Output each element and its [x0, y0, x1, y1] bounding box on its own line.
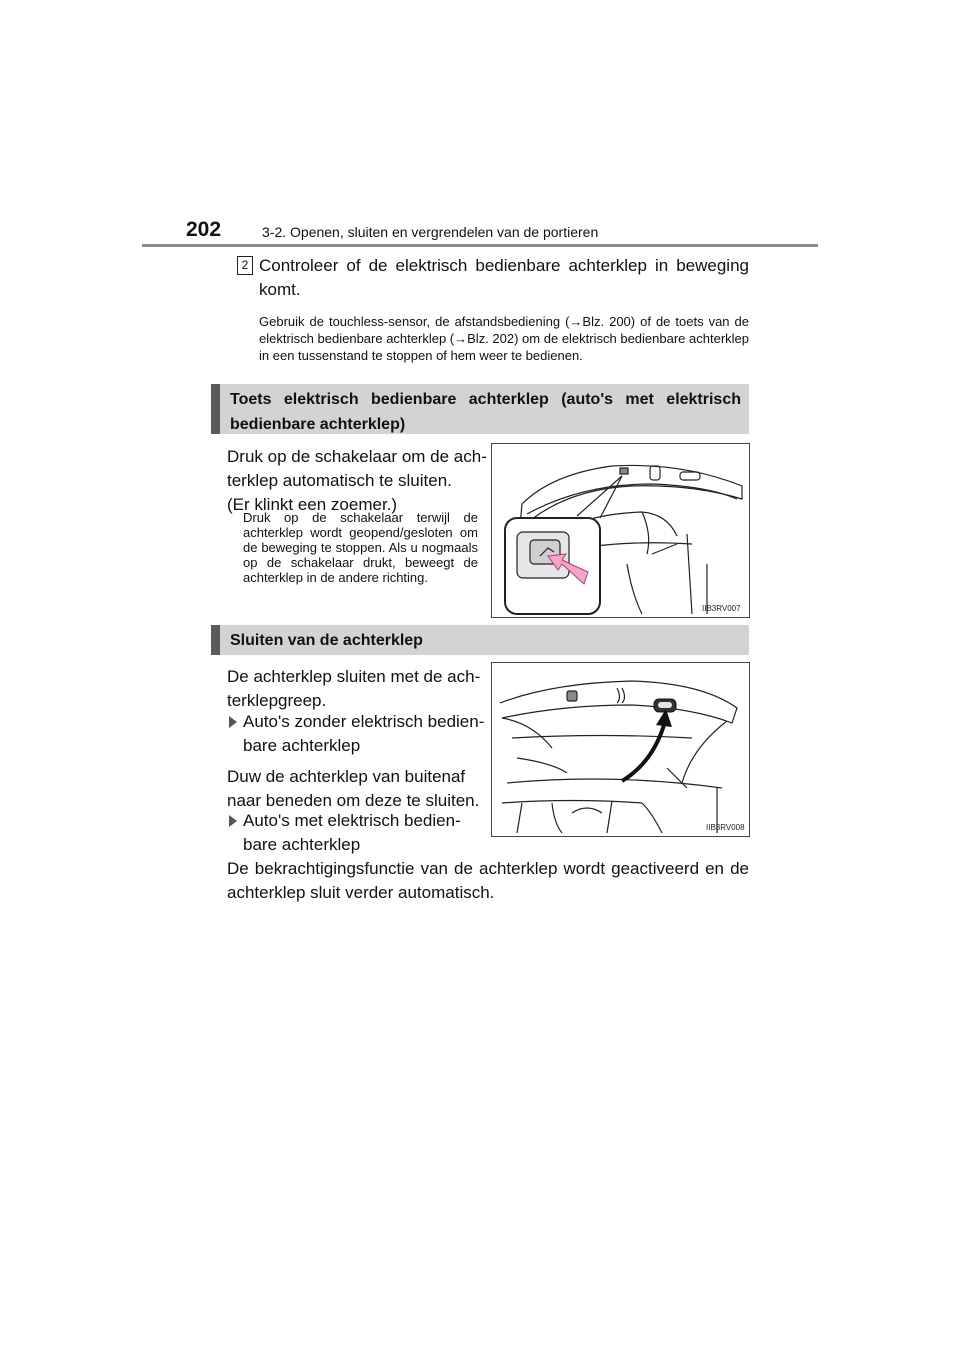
bullet-arrow-icon — [229, 716, 237, 728]
step-instruction: Controleer of de elektrisch bedienbare achterklep in beweging komt. — [259, 256, 749, 299]
section2-text2-line1: Duw de achterklep van buitenaf — [227, 767, 466, 786]
bullet2-line1: Auto's met elektrisch bedien- — [243, 811, 461, 830]
section2-final-text: De bekrachtigingsfunctie van de achterklep wordt geactiveerd en de achterklep sluit verder automatisch. — [227, 859, 749, 902]
section1-text-line2: terklep automatisch te sluiten. — [227, 471, 452, 490]
section1-note: Druk op de schakelaar terwijl de achterklep wordt geopend/gesloten om de beweging te stoppen. Als u nogmaals op de schakelaar drukt, beweegt de achterklep in de andere richting. — [243, 510, 478, 585]
section1-text-line3: (Er klinkt een zoemer.) — [227, 495, 398, 514]
tailgate-handle-illustration — [492, 663, 749, 836]
figure2-code: IIB3RV008 — [706, 823, 745, 832]
header-divider — [142, 244, 818, 247]
section-heading-closing: Sluiten van de achterklep — [211, 625, 749, 655]
tailgate-switch-illustration — [492, 444, 749, 617]
step-number-badge: 2 — [237, 256, 253, 275]
figure-tailgate-switch — [491, 443, 750, 618]
section2-text-line1: De achterklep sluiten met de ach- — [227, 667, 481, 686]
section2-text-line2: terklepgreep. — [227, 691, 327, 710]
bullet1-line2: bare achterklep — [243, 736, 361, 755]
step-note: Gebruik de touchless-sensor, de afstandsbediening (→Blz. 200) of de toets van de elektrisch bedienbare achterklep (→Blz. 202) om de elektrisch bedienbare achterklep in een tussenstand te stoppen of hem weer te bedienen. — [259, 314, 749, 363]
figure1-code: IIB3RV007 — [702, 604, 741, 613]
chapter-title: 3-2. Openen, sluiten en vergrendelen van de portieren — [262, 224, 599, 240]
section2-text2-line2: naar beneden om deze te sluiten. — [227, 791, 480, 810]
figure-tailgate-handle — [491, 662, 750, 837]
bullet2-line2: bare achterklep — [243, 835, 361, 854]
bullet1-line1: Auto's zonder elektrisch bedien- — [243, 712, 485, 731]
bullet-arrow-icon — [229, 815, 237, 827]
page-number: 202 — [186, 218, 222, 241]
section1-text-line1: Druk op de schakelaar om de ach- — [227, 447, 487, 466]
section-heading-tailgate-switch: Toets elektrisch bedienbare achterklep (auto's met elektrisch bedienbare achterklep) — [211, 384, 749, 434]
